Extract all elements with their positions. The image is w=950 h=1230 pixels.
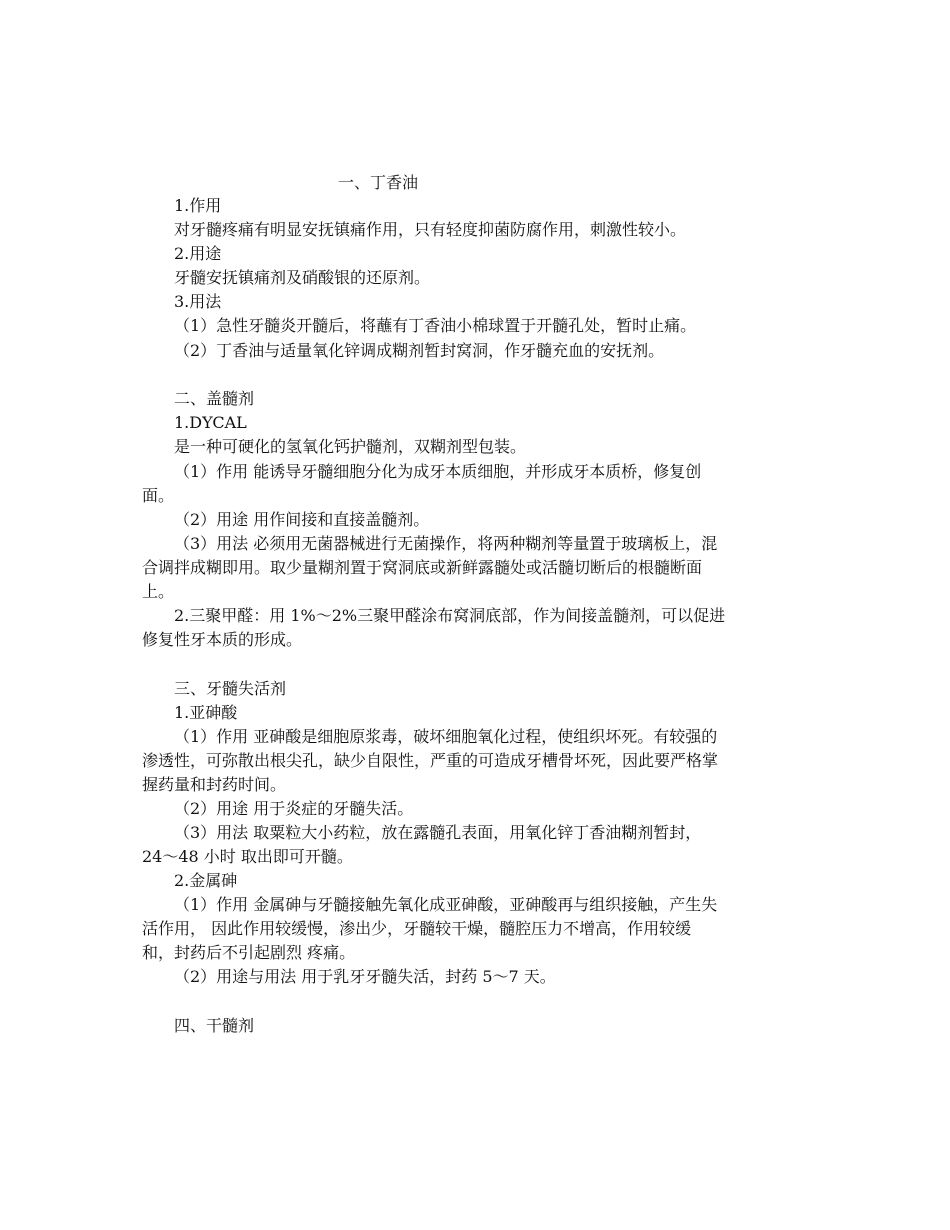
paragraph-dycal: 是一种可硬化的氢氧化钙护髓剂，双糊剂型包装。 (174, 437, 527, 456)
paragraph-dycal-function-2: 面。 (142, 486, 175, 505)
paragraph-dycal-method-3: 上。 (142, 582, 175, 601)
paragraph-arsenious-function-3: 握药量和封药时间。 (142, 775, 287, 794)
heading-metallic-arsenic: 2.金属砷 (174, 871, 238, 890)
section-title-clove-oil: 一、丁香油 (338, 173, 419, 192)
paragraph-arsenious-method-1: （3）用法 取粟粒大小药粒，放在露髓孔表面，用氧化锌丁香油糊剂暂封， (174, 823, 702, 842)
paragraph-function: 对牙髓疼痛有明显安抚镇痛作用，只有轻度抑菌防腐作用，刺激性较小。 (174, 220, 687, 239)
heading-dycal: 1.DYCAL (174, 413, 247, 432)
heading-method: 3.用法 (174, 292, 222, 311)
paragraph-paraformaldehyde-2: 修复性牙本质的形成。 (142, 630, 303, 649)
paragraph-method-1: （1）急性牙髓炎开髓后，将蘸有丁香油小棉球置于开髓孔处，暂时止痛。 (174, 316, 697, 335)
paragraph-metallic-function-1: （1）作用 金属砷与牙髓接触先氧化成亚砷酸，亚砷酸再与组织接触，产生失 (174, 895, 718, 914)
paragraph-metallic-function-3: 和，封药后不引起剧烈 疼痛。 (142, 943, 356, 962)
paragraph-metallic-function-2: 活作用， 因此作用较缓慢，渗出少，牙髓较干燥，髓腔压力不增高，作用较缓 (142, 919, 692, 938)
paragraph-arsenious-usage: （2）用途 用于炎症的牙髓失活。 (174, 799, 414, 818)
paragraph-dycal-usage: （2）用途 用作间接和直接盖髓剂。 (174, 510, 430, 529)
paragraph-paraformaldehyde-1: 2.三聚甲醛：用 1%～2%三聚甲醛涂布窝洞底部，作为间接盖髓剂，可以促进 (174, 606, 726, 625)
paragraph-dycal-method-2: 合调拌成糊即用。取少量糊剂置于窝洞底或新鲜露髓处或活髓切断后的根髓断面 (142, 558, 703, 577)
paragraph-usage: 牙髓安抚镇痛剂及硝酸银的还原剂。 (174, 268, 431, 287)
section-title-mummifying: 四、干髓剂 (174, 1016, 255, 1035)
paragraph-dycal-method-1: （3）用法 必须用无菌器械进行无菌操作，将两种糊剂等量置于玻璃板上，混 (174, 534, 718, 553)
paragraph-arsenious-function-1: （1）作用 亚砷酸是细胞原浆毒，破坏细胞氧化过程，使组织坏死。有较强的 (174, 727, 718, 746)
paragraph-method-2: （2）丁香油与适量氧化锌调成糊剂暂封窝洞，作牙髓充血的安抚剂。 (174, 341, 665, 360)
heading-arsenious-acid: 1.亚砷酸 (174, 703, 238, 722)
section-title-pulp-capping: 二、盖髓剂 (174, 389, 255, 408)
paragraph-arsenious-method-2: 24～48 小时 取出即可开髓。 (142, 847, 353, 866)
heading-function: 1.作用 (174, 196, 222, 215)
paragraph-metallic-usage-method: （2）用途与用法 用于乳牙牙髓失活，封药 5～7 天。 (174, 967, 556, 986)
paragraph-arsenious-function-2: 渗透性，可弥散出根尖孔，缺少自限性，严重的可造成牙槽骨坏死，因此要严格掌 (142, 751, 719, 770)
section-title-devitalizing: 三、牙髓失活剂 (174, 679, 287, 698)
paragraph-dycal-function-1: （1）作用 能诱导牙髓细胞分化为成牙本质细胞，并形成牙本质桥，修复创 (174, 462, 702, 481)
heading-usage: 2.用途 (174, 244, 222, 263)
